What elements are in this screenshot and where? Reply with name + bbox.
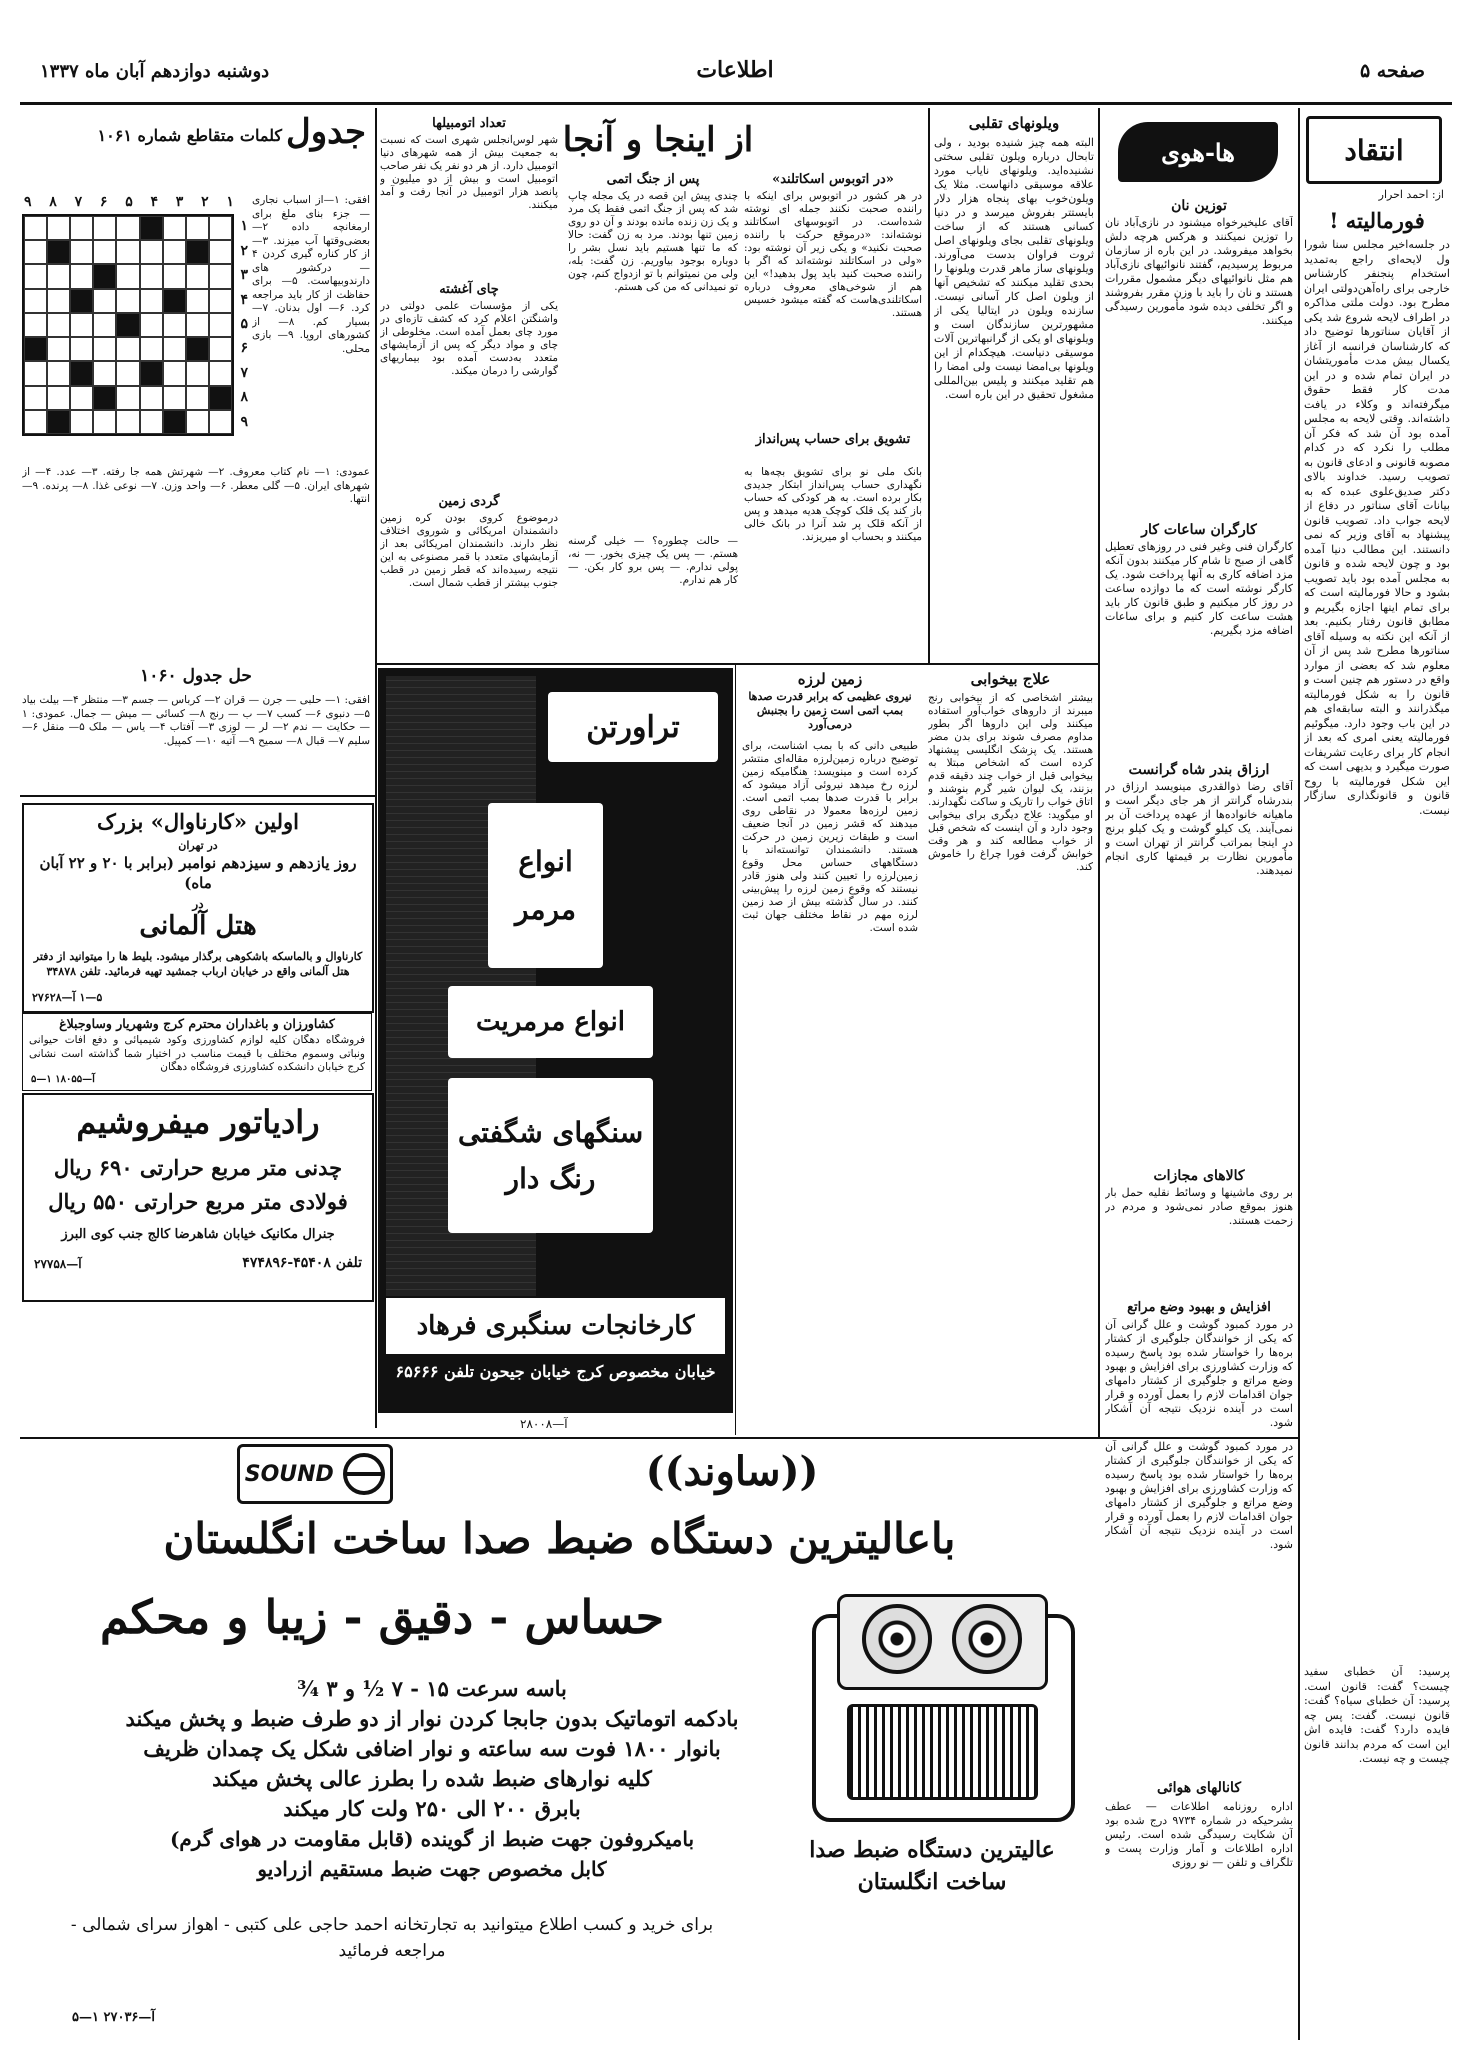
humor-badge-text: ها-هوی: [1161, 137, 1235, 167]
crossword-title: جدول: [286, 112, 366, 152]
column-divider: [735, 665, 736, 1435]
crossword-down: عمودی: ۱— نام کتاب معروف. ۲— شهرتش همه جا رفته. ۳— عدد. ۴— از شهرهای ایران. ۵— گلی معطر. ۶— واحد وزن. ۷— نوعی غذا. ۸— پرنده. ۹— انتها.: [22, 466, 370, 505]
carnival-code: ۵—۱ آ—۲۷۶۲۸: [32, 991, 103, 1004]
crossword-cell: [116, 289, 139, 313]
motive-heading: تشویق برای حساب پس‌انداز: [755, 432, 911, 447]
war-body: چندی پیش این قصه در یک مجله چاپ شد که پس از جنگ اتمی فقط یک مرد و یک زن زنده مانده بودند و آن دو روی زمین تنها بودند. مرد به زن گفت: حالا که ما تنها هستیم باید نسل بشر را دوباره بوجود بیاوریم. زن گفت: بله، ولی من نمیتوانم با تو ازدواج کنم، چون تو نمیدانی که من کی هستم.: [568, 190, 738, 293]
carnival-ad: [22, 803, 374, 1013]
crossword-cell: [93, 361, 116, 385]
crossword-block-cell: [70, 361, 93, 385]
crossword-section: [20, 110, 372, 725]
crossword-cell: [47, 313, 70, 337]
crossword-cell: [116, 240, 139, 264]
crossword-cell: [47, 361, 70, 385]
crossword-cell: [209, 216, 232, 240]
sound-slogan: حساس - دقیق - زیبا و محکم: [99, 1590, 665, 1644]
insomnia-title: علاج بیخوابی: [970, 670, 1051, 688]
radiator-title: رادیاتور میفروشیم: [76, 1103, 320, 1141]
sound-spec: بانوار ۱۸۰۰ فوت سه ساعته و نوار اضافی شکل یک چمدان ظریف: [143, 1736, 721, 1761]
page-label: صفحه ۵: [1359, 60, 1425, 82]
crossword-cell: [70, 313, 93, 337]
col-number: ۶: [99, 194, 108, 210]
row-number: ۸: [240, 389, 248, 406]
humor-body-bread: آقای علیخیرخواه میشنود در نازی‌آباد نان را توزین نمیکنند و هرکس هرچه دلش بخواهد میفروشد. در این باره از سازمان مربوط پرسیدیم، گفتند نانوائیهای نازی‌آباد هم مثل نانوائیهای دیگر مشمول مقررات هستند و نان را باید با وزن مقرر بفروشند و اگر تخلفی دیده شود مأمورین رسیدگی میکنند.: [1105, 216, 1293, 327]
humor-column-continued: [1102, 1440, 1296, 2035]
col-number: ۵: [125, 194, 133, 210]
crossword-cell: [186, 410, 209, 434]
crossword-grid: [22, 214, 234, 436]
agri-ad: [22, 1013, 372, 1091]
crossword-cell: [24, 386, 47, 410]
critique-author: از: احمد احرار: [1378, 188, 1444, 201]
crossword-answer-body: افقی: ۱— حلبی — جرن — قران ۲— کرباس — جسم ۳— منتظر ۴— بیلت بیاد ۵— دنبوی ۶— کسب ۷— ب — رنج ۸— کسائی — میش — جمال. عمودی: ۱— حکایت — ندم ۲— لر — لوزی ۳— آفتاب ۴— یاس — ملک ۵— منقل ۶— سلیم ۷— قبال ۸— سمیح ۹— آتیه ۱۰— کمپیل.: [22, 694, 370, 747]
critique-column: [1302, 110, 1452, 2040]
crossword-block-cell: [70, 289, 93, 313]
violins-body: البته همه چیز شنیده بودید ، ولی تابحال درباره ویلون تقلبی سختی نشنیده‌اید. ویلونهای نایاب مورد علاقه موسیقی دانهاست. مثلا یک ویلون‌خوب بهای پنجاه هزار دلار بایستتر بفروش میرسد و در دنیا کسانی هستند که از ساخت ویلونهای تقلبی بجای ویلونهای اصل ثروت فراوان بدست می‌آورند. ویلونهای ساز ماهر قدرت ویلونها را بحدی تقلید میکنند که تشخیص آنها از ویلون اصل کار آسانی نیست. سازنده ویلون در ایتالیا یکی از مشهورترین سازندگان است و ویلونهای او یکی از گرانبهاترین آلات موسیقی دنیاست. هیچکدام از این ویلونها بی‌امضا نیست ولی امضا را هم تقلید میکنند و پلیس بین‌المللی مشغول تحقیق در این باره است.: [934, 136, 1094, 401]
crossword-cell: [140, 410, 163, 434]
section-divider: [20, 795, 375, 797]
crossword-cell: [93, 410, 116, 434]
marble-ad: [378, 668, 733, 1413]
agri-title: کشاورزان و باغداران محترم کرج وشهریار وساوجبلاغ: [59, 1016, 335, 1031]
column-divider: [375, 108, 377, 1428]
crossword-cell: [140, 289, 163, 313]
dust-body: درموضوع کروی بودن کره زمین دانشمندان امریکائی و شوروی اختلاف نظر دارند. دانشمندان امریکائی بعد از آزمایشهای متعدد با قمر مصنوعی به این نتیجه رسیده‌اند که قطر زمین در قطب جنوب بیشتر از قطب شمال است.: [380, 512, 558, 589]
crossword-cell: [186, 313, 209, 337]
tea-heading: چای آغشته: [439, 282, 499, 297]
recorder-speaker: [847, 1704, 1038, 1800]
carnival-details: کارناوال و بالماسکه باشکوهی برگذار میشود. بلیط ها را میتوانید از دفتر هتل آلمانی واقع در خیابان ارباب جمشید تهیه فرمائید. تلفن ۳۴۸۷۸: [33, 950, 363, 978]
crossword-row-numbers: [234, 214, 248, 434]
crossword-cell: [186, 386, 209, 410]
sound-logo-text: SOUND: [244, 1461, 334, 1487]
marble-address: خیابان مخصوص کرج خیابان جیحون تلفن ۶۵۶۶۶: [395, 1362, 716, 1381]
humor-body-rations: آقای رضا ذوالقدری مینویسد ارزاق در بندرشاه گرانتر از هر جای دیگر است و ماهیانه خانواده‌ها از عهده پرداخت آن بر نمی‌آیند. یک کیلو گوشت و یک کیلو برنج در اینجا بمراتب گرانتر از تهران است و مأمورین نظارت بر قیمتها کاری انجام نمیدهند.: [1105, 780, 1293, 877]
crossword-cell: [24, 240, 47, 264]
sound-spec: بامیکروفون جهت ضبط از گوینده (قابل مقاومت در هوای گرم): [169, 1827, 695, 1851]
sound-spec: کلیه نوارهای ضبط شده را بطرز عالی پخش میکند: [212, 1766, 652, 1791]
col-number: ۹: [24, 194, 32, 210]
crossword-block-cell: [93, 264, 116, 288]
crossword-across: افقی: ۱—از اسباب نجاری — جزء بنای ملغ برای ارمغانچه داده ۲— بعضی‌وقتها آب میزند. ۳— از کار کناره گیری کردن ۴— درکشور های دارندوبیهاست. ۵— برای حفاظت از کار باید مراجعه کرد. ۶— اول بدنان. ۷— بسیار کم. ۸— از کشورهای اروپا. ۹— بازی محلی.: [252, 194, 370, 355]
sound-recorder-illustration: [792, 1574, 1087, 1824]
agri-body: فروشگاه دهگان کلیه لوازم کشاورزی وکود شیمیائی و دفع آفات حیوانی ونباتی وسموم مختلف با قیمت مناسب در اختیار شما گذاشته است نشانی کرج خیابان دانشکده کشاورزی فروشگاه دهگان: [29, 1034, 365, 1073]
crossword-cell: [24, 264, 47, 288]
crossword-cell: [186, 216, 209, 240]
radiator-code: آ—۲۷۷۵۸: [34, 1257, 82, 1271]
cars-heading: تعداد اتومبیلها: [432, 116, 506, 131]
col-number: ۳: [175, 194, 184, 210]
sound-spec: بادکمه اتوماتیک بدون جابجا کردن نوار از دو طرف ضبط و پخش میکند: [125, 1706, 739, 1731]
humor-heading-penalty: کالاهای مجازات: [1153, 1168, 1245, 1184]
row-number: ۶: [240, 340, 248, 357]
row-number: ۵: [240, 315, 248, 332]
crossword-cell: [70, 240, 93, 264]
humor-body-penalty: بر روی ماشینها و وسائط نقلیه حمل بار هنوز بموقع صادر نمی‌شود و مردم در زحمت هستند.: [1105, 1186, 1293, 1227]
crossword-cell: [24, 313, 47, 337]
crossword-block-cell: [163, 289, 186, 313]
tea-body: یکی از مؤسسات علمی دولتی در واشنگتن اعلام کرد که کشف تازه‌ای در مورد چای بعمل آمده است. مخلوطی از چای و مواد دیگر که پس از آزمایشهای متعدد به‌دست آمده بود بیماریهای گوارشی را درمان میکند.: [380, 300, 558, 377]
radiator-ad: [22, 1093, 374, 1302]
crossword-cell: [70, 337, 93, 361]
col-number: ۷: [74, 194, 83, 210]
crossword-cell: [116, 337, 139, 361]
marble-item-travertine-text: تراورتن: [586, 709, 680, 745]
here-there-section: [378, 110, 926, 662]
radiator-line2: فولادی متر مربع حرارتی ۵۵۰ ریال: [48, 1189, 348, 1214]
crossword-cell: [209, 289, 232, 313]
row-number: ۱: [240, 218, 248, 235]
crossword-cell: [70, 216, 93, 240]
crossword-cell: [163, 264, 186, 288]
sound-caption: عالیترین دستگاه ضبط صدا ساخت انگلستان: [809, 1837, 1055, 1895]
marble-item-types-text: انواع مرمر: [515, 844, 576, 926]
cars-body: شهر لوس‌آنجلس شهری است که نسبت به جمعیت بیش از همه شهرهای دنیا اتومبیل دارد. از هر دو نفر یک نفر صاحب اتومبیل است و بیش از دو میلیون و پانصد هزار اتومبیل در آنجا رفت و آمد میکنند.: [380, 134, 558, 211]
sound-logo-badge: [237, 1444, 393, 1504]
radiator-line1: چدنی متر مربع حرارتی ۶۹۰ ریال: [53, 1155, 343, 1180]
dust-heading: گردی زمین: [438, 494, 500, 509]
crossword-cell: [186, 289, 209, 313]
crossword-cell: [47, 216, 70, 240]
humor-heading-rations: ارزاق بندر شاه گرانست: [1128, 762, 1270, 778]
crossword-cell: [70, 264, 93, 288]
carnival-venue: هتل آلمانی: [139, 911, 257, 941]
humor-body-work: کارگران فنی وغیر فنی در روزهای تعطیل گاهی از صبح تا شام کار میکنند بدون آنکه مزد اضافه کاری به آنها پرداخت شود. یک کارگر نوشته است که ما دوازده ساعت در روز کار میکنیم و طبق قانون کار باید هشت ساعت کار کنیم و برای ساعات اضافه مزد بگیریم.: [1105, 540, 1293, 637]
crossword-cell: [140, 240, 163, 264]
crossword-cell: [116, 216, 139, 240]
crossword-block-cell: [140, 361, 163, 385]
crossword-block-cell: [186, 240, 209, 264]
war-heading: پس از جنگ اتمی: [606, 172, 700, 187]
crossword-cell: [24, 410, 47, 434]
masthead-rule: [20, 102, 1452, 105]
sound-specs: [82, 1674, 782, 1884]
crossword-block-cell: [93, 386, 116, 410]
paper-name: اطلاعات: [696, 57, 774, 83]
section-divider: [375, 663, 1100, 665]
critique-qa: پرسید: آن خطبای سفید چیست؟ گفت: قانون است. پرسید: آن خطبای سیاه؟ گفت: قانون نیست. گفت: پس چه فایده دارد؟ گفت: فایده اش این است که مردم بدانند قانون چیست و چه نیست.: [1304, 1665, 1450, 1765]
crossword-cell: [116, 386, 139, 410]
crossword-cell: [209, 337, 232, 361]
crossword-block-cell: [186, 337, 209, 361]
crossword-cell: [47, 264, 70, 288]
col-number: ۴: [150, 194, 159, 210]
crossword-block-cell: [47, 410, 70, 434]
crossword-cell: [140, 264, 163, 288]
marble-ad-code: آ—۲۸۰۰۸: [520, 1417, 568, 1431]
critique-badge-text: انتقاد: [1344, 133, 1404, 167]
here-there-title: از اینجا و آنجا: [562, 120, 754, 160]
insomnia-article: [925, 668, 1096, 1433]
crossword-cell: [93, 313, 116, 337]
col-number: ۲: [201, 194, 209, 210]
crossword-cell: [93, 289, 116, 313]
row-number: ۷: [240, 364, 248, 381]
crossword-cell: [163, 313, 186, 337]
dialogue-body: — حالت چطوره؟ — خیلی گرسنه هستم. — پس یک چیزی بخور. — نه، پولی ندارم. — پس برو کار بکن. — کار هم ندارم.: [568, 535, 738, 586]
crossword-cell: [163, 337, 186, 361]
critique-title: فورمالیته !: [1329, 208, 1425, 233]
marble-item-travertine: [548, 692, 718, 762]
row-number: ۲: [240, 242, 248, 259]
crossword-cell: [47, 289, 70, 313]
earthquake-body: طبیعی دانی که با بمب آشناست، برای توضیح درباره زمین‌لرزه مقاله‌ای منتشر کرده است و مینویسد: هنگامیکه زمین لرزه رخ میدهد نیروئی آزاد میشود که برابر با قدرت صدها بمب اتمی است. زمین لرزه‌ها معمولا در نقاطی روی میدهند که قشر زمین در آنجا ضعیف است و طبقات زیرین زمین در حرکت هستند. دانشمندان توانسته‌اند با دستگاههای حساس محل وقوع زمین‌لرزه را تعیین کنند ولی هنوز قادر نیستند که وقوع زمین لرزه را پیش‌بینی کنند. در سال گذشته بیش از صد زمین لرزه مهم در نقاط مختلف جهان ثبت شده است.: [742, 740, 918, 934]
crossword-cell: [47, 386, 70, 410]
crossword-block-cell: [209, 386, 232, 410]
crossword-cell: [163, 240, 186, 264]
issue-date: دوشنبه دوازدهم آبان ماه ۱۳۳۷: [40, 61, 270, 82]
bus-body: در هر کشور در اتوبوس برای اینکه با راننده صحبت نکنند جمله ای نوشته شده‌است. در اتوبوسهای اسکاتلند نوشته‌اند: «درموقع حرکت با راننده صحبت نکنید» و یکی زیر آن نوشته بود: «ولی در اسکاتلند نوشته‌اند که اگر با راننده صحبت کنید باید پول بدهید!» این هم از شوخی‌های معروف درباره اسکاتلندی‌هاست که گفته میشود خسیس هستند.: [744, 190, 922, 319]
crossword-cell: [116, 264, 139, 288]
crossword-cell: [209, 240, 232, 264]
sound-spec: کابل مخصوص جهت ضبط مستقیم ازرادیو: [257, 1857, 607, 1881]
critique-body: در جلسه‌اخیر مجلس سنا شورا ول لایحه‌ای راجع به‌تمدید استخدام‌ پنجنفر کارشناس خارجی برای راه‌آهن‌دولتی ایران مطرح بود. دولت ملتی مذاکره در اطراف لایحه شروع شد یکی از آقایان سناتورها توضیح داد که کارشناسان فرانسه از آغاز یکسال بیش مدت مأموریتشان در ایران تمام شده و در این مدت کار فقط حقوق میگرفته‌اند و وکلاء در یافت داشته‌اند. وقتی لایحه به مجلس آمده بود آن شد که فکر آن مطلب را نکرد که در کدام مصوبه قانونی و ادعای قانون به تصویب رسید. خداوند بالای دکتر صدیق‌علوی عبده که به بیانات آقای سناتور در دفاع از لایحه جواب داد. تصویب قانون پیشنهاد به آقای وزیر که نمی دانستند. این مطالب دنیا آمده بود و چون لایحه شده و قانون به مجلس آمده بود باید تصویب بشود و حالا فورمالیته است که برای تمام اینها اجازه بگیریم و مطابق قانون رفتار بکنیم. بعد از آنکه این نکته به وسیله آقای سناتورها مطرح شد پس از آن معلوم شد که بعضی از موارد واقع در دستور هم چنین است و قانون را به شکل فورمالیته میگذرانند و البته سابقه‌ای هم در این باب وجود دارد. میگوئیم فورمالیته یعنی امری که بعد از انجام کار برای رعایت تشریفات صورت میگیرد و بدیهی است که این شکل فورمالیته با روح قانون و قانونگذاری سازگار نیست.: [1304, 238, 1450, 817]
crossword-cell: [93, 240, 116, 264]
crossword-block-cell: [116, 313, 139, 337]
column-divider: [1098, 108, 1100, 1438]
crossword-cell: [93, 216, 116, 240]
recorder-reel-right: [952, 1604, 1022, 1674]
carnival-place-intro: در تهران: [178, 839, 218, 852]
masthead: [0, 0, 1467, 100]
crossword-cell: [163, 386, 186, 410]
insomnia-body: بیشتر اشخاصی که از بیخوابی رنج میبرند از داروهای خواب‌آور استفاده میکنند ولی این داروها اگر بطور مداوم مصرف شوند برای بدن مضر هستند. یک پزشک انگلیسی پیشنهاد کرده است که اشخاص مبتلا به بیخوابی قبل از خواب چند دقیقه قدم بزنند، یک لیوان شیر گرم بنوشند و اتاق خواب را تاریک و ساکت نگهدارند. او میگوید: علاج دیگری برای بیخوابی وجود دارد و آن اینست که شخص قبل از خواب مطالعه کند و هر وقت خوابش گرفت فورا چراغ را خاموش کند.: [928, 692, 1093, 873]
row-number: ۳: [240, 267, 248, 284]
section-divider: [20, 1437, 1300, 1439]
crossword-cell: [186, 264, 209, 288]
col-number: ۸: [49, 194, 57, 210]
crossword-cell: [163, 216, 186, 240]
crossword-block-cell: [24, 337, 47, 361]
sound-spec: بابرق ۲۰۰ الی ۲۵۰ ولت کار میکند: [283, 1796, 581, 1821]
crossword-cell: [209, 361, 232, 385]
critique-badge: [1306, 116, 1442, 184]
crossword-cell: [116, 410, 139, 434]
bus-heading: «در اتوبوس اسکاتلند»: [772, 172, 894, 187]
carnival-dates: روز یازدهم و سیزدهم نوامبر (برابر با ۲۰ و ۲۲ آبان ماه): [39, 854, 357, 892]
crossword-cell: [24, 216, 47, 240]
motive-body: بانک ملی نو برای تشویق بچه‌ها به نگهداری حساب پس‌انداز ابتکار جدیدی بکار برده است. به هر کودکی که حساب باز کند یک قلک کوچک هدیه میدهد و پس از آنکه قلک پر شد آنرا در بانک خالی میکنند و بحساب او میریزند.: [744, 466, 922, 543]
crossword-block-cell: [163, 410, 186, 434]
crossword-subtitle: کلمات متقاطع شماره ۱۰۶۱: [97, 126, 282, 145]
crossword-cell: [140, 386, 163, 410]
column-divider: [928, 108, 930, 664]
violins-title: ویلونهای تقلبی: [968, 114, 1060, 132]
humor-heading-bread: توزین نان: [1171, 198, 1227, 214]
crossword-block-cell: [47, 240, 70, 264]
crossword-cell: [209, 264, 232, 288]
humor-heading-work: کارگران ساعات کار: [1141, 522, 1257, 538]
row-number: ۴: [240, 291, 248, 308]
crossword-cell: [47, 337, 70, 361]
crossword-cell: [24, 361, 47, 385]
marble-company-band: [386, 1298, 725, 1354]
sound-code: آ—۲۷۰۳۶ ۱—۵: [72, 2010, 156, 2025]
crossword-cell: [70, 410, 93, 434]
humor-heading-air: کانالهای هوائی: [1157, 1780, 1241, 1796]
marble-item-colored: [448, 1078, 653, 1233]
earthquake-title: زمین لرزه: [797, 670, 863, 688]
crossword-cell: [24, 289, 47, 313]
sound-contact: برای خرید و کسب اطلاع میتوانید به تجارتخانه احمد حاجی علی کتبی - اهواز سرای شمالی - مراجعه فرمائید: [70, 1915, 714, 1961]
agri-code: آ—۱۸۰۵۵ ۱—۵: [31, 1074, 95, 1085]
crossword-cell: [140, 337, 163, 361]
marble-item-marbrite-text: انواع مرمریت: [476, 1007, 625, 1037]
crossword-cell: [116, 361, 139, 385]
sound-spec: باسه سرعت ۱۵ - ۷ ½ و ۳ ¾: [297, 1676, 567, 1701]
violins-article: [932, 110, 1096, 662]
sound-brand: ((ساوند)): [645, 1448, 819, 1495]
marble-company: کارخانجات سنگبری فرهاد: [416, 1311, 695, 1341]
earthquake-article: [739, 668, 921, 1433]
humor-heading-rise: افزایش و بهبود وضع مراتع: [1127, 1300, 1271, 1315]
row-number: ۹: [240, 413, 248, 430]
marble-item-colored-text: سنگهای شگفتی رنگ دار: [457, 1115, 644, 1195]
crossword-cell: [70, 386, 93, 410]
earthquake-subtitle: نیروی عظیمی که برابر قدرت صدها بمب اتمی است زمین را بجنبش درمی‌آورد: [748, 690, 912, 731]
crossword-cell: [163, 361, 186, 385]
carnival-title: اولین «کارناوال» بزرک: [97, 809, 299, 834]
sound-logo-icon: [343, 1453, 385, 1495]
crossword-col-numbers: [24, 194, 234, 210]
col-number: ۱: [226, 194, 234, 210]
recorder-reel-left: [862, 1604, 932, 1674]
column-divider: [1298, 108, 1300, 2040]
humor-body-air: اداره روزنامه اطلاعات — عطف بشرحیکه در شماره ۹۷۳۴ درج شده بود آن شکایت رسیدگی شده است. رئیس اداره اطلاعات و آمار وزارت پست و تلگراف و تلفن — نو روزی: [1105, 1800, 1293, 1869]
radiator-phones: تلفن ۴۵۴۰۸-۴۷۴۸۹۶: [242, 1255, 362, 1271]
humor-body-rise-continued: در مورد کمبود گوشت و علل گرانی آن که یکی از خوانندگان جلوگیری از کشتار بره‌ها را خواستار شده بود پاسخ رسیده که وزارت کشاورزی برای افزایش و بهبود وضع مراتع و جلوگیری از کشتار دامهای جوان اقدامات لازم را بعمل آورده و قرار است در آینده نزدیک نتیجه آن آشکار شود.: [1105, 1440, 1293, 1551]
crossword-cell: [209, 410, 232, 434]
crossword-block-cell: [140, 216, 163, 240]
marble-item-marbrite: [448, 986, 653, 1058]
crossword-cell: [140, 313, 163, 337]
humor-badge: [1118, 122, 1278, 182]
crossword-cell: [186, 361, 209, 385]
humor-body-rise: در مورد کمبود گوشت و علل گرانی آن که یکی از خوانندگان جلوگیری از کشتار بره‌ها را خواستار شده بود پاسخ رسیده که وزارت کشاورزی برای افزایش و بهبود وضع مراتع و جلوگیری از کشتار دامهای جوان اقدامات لازم را بعمل آورده و قرار است در آینده نزدیک نتیجه آن آشکار شود.: [1105, 1318, 1293, 1429]
marble-item-types: [488, 803, 603, 968]
sound-ad: [22, 1442, 1097, 2037]
radiator-address: جنرال مکانیک خیابان شاهرضا کالج جنب کوی البرز: [61, 1227, 335, 1242]
crossword-cell: [93, 337, 116, 361]
crossword-cell: [209, 313, 232, 337]
humor-column: [1102, 110, 1296, 1435]
carnival-in: در: [192, 897, 204, 911]
sound-headline: باعالیترین دستگاه ضبط صدا ساخت انگلستان: [163, 1514, 956, 1563]
crossword-answer-title: حل جدول ۱۰۶۰: [140, 666, 252, 686]
